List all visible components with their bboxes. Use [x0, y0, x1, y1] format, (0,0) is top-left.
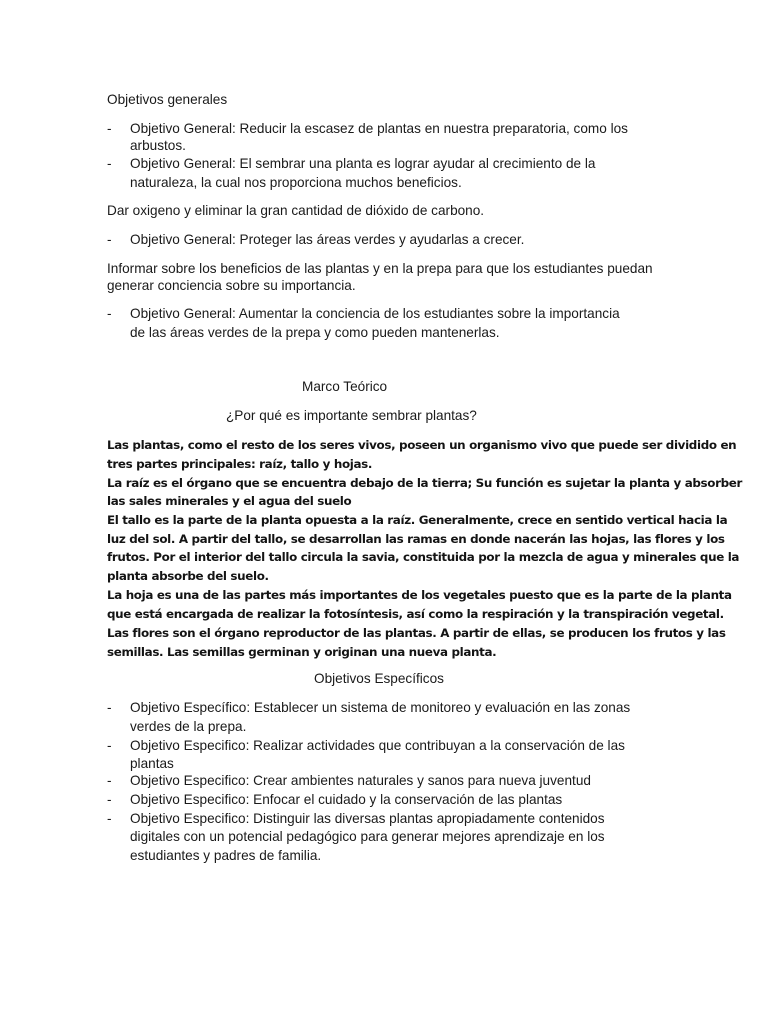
bullet-dash: - [107, 121, 112, 136]
body-line: frutos. Por el interior del tallo circula la savia, constituida por la mezcla de agua y minerales que la [107, 550, 740, 564]
bullet-dash: - [107, 700, 112, 715]
body-line: La hoja es una de las partes más importantes de los vegetales puesto que es la parte de la planta [107, 588, 732, 602]
bullet-dash: - [107, 232, 112, 247]
body-line: luz del sol. A partir del tallo, se desarrollan las ramas en donde nacerán las hojas, las flores y los [107, 532, 725, 546]
bullet-dash: - [107, 156, 112, 171]
body-line: planta absorbe del suelo. [107, 569, 269, 583]
bullet-dash: - [107, 811, 112, 826]
list-item-line: Objetivo General: Aumentar la conciencia de los estudiantes sobre la importancia [130, 306, 620, 321]
list-item-line: Objetivo Especifico: Distinguir las diversas plantas apropiadamente contenidos [130, 811, 605, 826]
body-line: las sales minerales y el agua del suelo [107, 494, 352, 508]
body-line: El tallo es la parte de la planta opuesta a la raíz. Generalmente, crece en sentido vertical hacia la [107, 513, 728, 527]
section-heading-marco-teorico: Marco Teórico [302, 379, 388, 394]
list-item-line: estudiantes y padres de familia. [130, 848, 322, 863]
list-item-line: plantas [130, 756, 174, 771]
body-line: Las flores son el órgano reproductor de las plantas. A partir de ellas, se producen los frutos y las [107, 626, 726, 640]
bullet-dash: - [107, 792, 112, 807]
list-item-line: de las áreas verdes de la prepa y como pueden mantenerlas. [130, 325, 500, 340]
body-line: tres partes principales: raíz, tallo y hojas. [107, 457, 373, 471]
section-heading-objetivos-generales: Objetivos generales [107, 92, 228, 107]
paragraph: Dar oxigeno y eliminar la gran cantidad de dióxido de carbono. [107, 203, 485, 218]
list-item-line: digitales con un potencial pedagógico para generar mejores aprendizaje en los [130, 829, 605, 844]
section-heading-objetivos-especificos: Objetivos Específicos [314, 671, 444, 686]
list-item-line: arbustos. [130, 138, 186, 153]
list-item-line: Objetivo General: Reducir la escasez de plantas en nuestra preparatoria, como los [130, 121, 628, 136]
list-item-line: Objetivo Especifico: Crear ambientes naturales y sanos para nueva juventud [130, 773, 591, 788]
subheading-question: ¿Por qué es importante sembrar plantas? [226, 408, 477, 423]
paragraph-line: Informar sobre los beneficios de las plantas y en la prepa para que los estudiantes puedan [107, 261, 653, 276]
body-line: La raíz es el órgano que se encuentra debajo de la tierra; Su función es sujetar la planta y absorber [107, 476, 742, 490]
list-item-line: Objetivo General: Proteger las áreas verdes y ayudarlas a crecer. [130, 232, 525, 247]
list-item-line: Objetivo Especifico: Enfocar el cuidado y la conservación de las plantas [130, 792, 563, 807]
bullet-dash: - [107, 306, 112, 321]
list-item-line: naturaleza, la cual nos proporciona muchos beneficios. [130, 175, 462, 190]
list-item-line: Objetivo Específico: Establecer un sistema de monitoreo y evaluación en las zonas [130, 700, 631, 715]
body-line: semillas. Las semillas germinan y originan una nueva planta. [107, 645, 497, 659]
bullet-dash: - [107, 738, 112, 753]
body-line: que está encargada de realizar la fotosíntesis, así como la respiración y la transpiración vegetal. [107, 607, 724, 621]
bullet-dash: - [107, 773, 112, 788]
body-line: Las plantas, como el resto de los seres vivos, poseen un organismo vivo que puede ser dividido en [107, 438, 737, 452]
list-item-line: Objetivo General: El sembrar una planta es lograr ayudar al crecimiento de la [130, 156, 596, 171]
list-item-line: Objetivo Especifico: Realizar actividades que contribuyan a la conservación de las [130, 738, 625, 753]
list-item-line: verdes de la prepa. [130, 719, 247, 734]
paragraph-line: generar conciencia sobre su importancia. [107, 278, 356, 293]
